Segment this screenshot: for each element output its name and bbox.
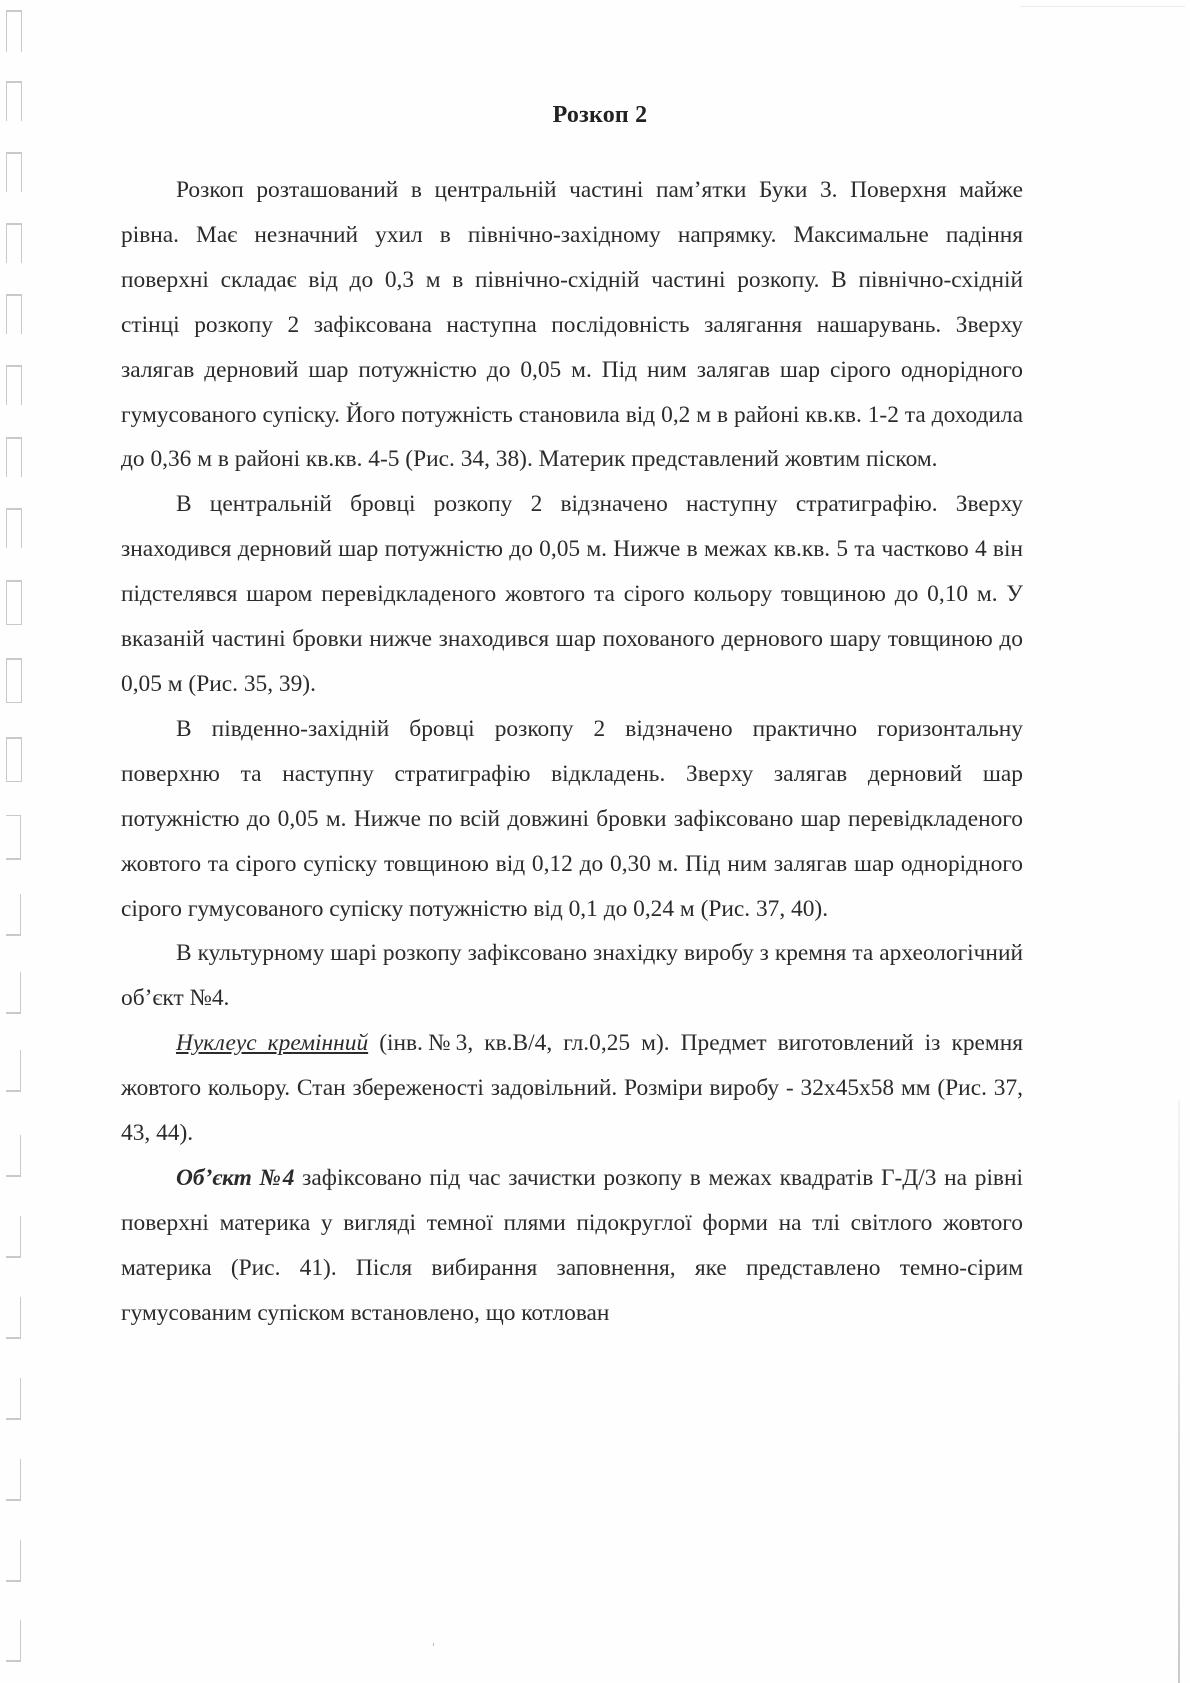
binding-mark <box>6 1620 21 1662</box>
binding-mark <box>6 1297 21 1339</box>
binding-mark <box>6 894 21 936</box>
paragraph-4: В культурному шарі розкопу зафіксовано знахідку виробу з кремня та археологічний об’єкт №4. <box>121 940 1023 1012</box>
scan-speck <box>433 1643 434 1646</box>
binding-mark <box>6 365 22 405</box>
paragraph-2: В центральній бровці розкопу 2 відзначено наступну стратиграфію. Зверху знаходився дерновий шар потужністю до 0,05 м. Нижче в межах кв.кв. 5 та частково 4 він підстелявся шаром перевідкладеного жовтого та сірого кольору товщиною до 0,10 м. У вказаній частині бровки нижче знаходився шар похованого дернового шару товщиною до 0,05 м (Рис. 35, 39). <box>121 491 1023 697</box>
binding-mark <box>6 294 22 334</box>
binding-mark <box>6 737 22 782</box>
find-name: Нуклеус кремінний <box>176 1030 369 1057</box>
binding-mark <box>6 1216 21 1258</box>
binding-mark <box>6 658 22 703</box>
object-name: Об’єкт №4 <box>176 1164 295 1191</box>
binding-mark <box>6 1459 21 1501</box>
body-text <box>121 168 1023 1336</box>
binding-mark <box>6 1050 21 1092</box>
binding-mark <box>6 815 21 860</box>
page-title: Розкоп 2 <box>552 102 648 129</box>
paragraph-5 <box>121 1021 1023 1156</box>
binding-mark <box>6 508 22 548</box>
binding-mark <box>6 1378 21 1420</box>
scan-edge-right <box>1178 1100 1180 1683</box>
scan-edge-top <box>1020 6 1185 7</box>
binding-mark <box>6 972 21 1014</box>
paragraph-6 <box>121 1156 1023 1336</box>
binding-mark <box>6 437 22 477</box>
paragraph-3: В південно-західній бровці розкопу 2 відзначено практично горизонтальну поверхню та наступну стратиграфію відкладень. Зверху залягав дерновий шар потужністю до 0,05 м. Нижче по всій довжині бровки зафіксовано шар перевідкладеного жовтого та сірого супіску товщиною від 0,12 до 0,30 м. Під ним залягав шар однорідного сірого гумусованого супіску потужністю від 0,1 до 0,24 м (Рис. 37, 40). <box>121 715 1023 922</box>
binding-mark <box>6 152 22 192</box>
binding-mark <box>6 1540 21 1582</box>
binding-mark <box>6 1135 21 1177</box>
find-description: (інв.№3, кв.В/4, гл.0,25 м). Предмет виготовлений із кремня жовтого кольору. Стан збереженості задовільний. Розміри виробу - 32х45х58 мм (Рис. 37, 43, 44). <box>121 1030 1023 1147</box>
binding-mark <box>6 580 22 625</box>
binding-mark <box>6 223 22 263</box>
object-description: зафіксовано під час зачистки розкопу в межах квадратів Г-Д/3 на рівні поверхні материка у вигляді темної плями підокруглої форми на тлі світлого жовтого материка (Рис. 41). Після вибирання заповнення, яке представлено темно-сірим гумусованим супіском встановлено, що котлован <box>121 1164 1023 1326</box>
binding-mark <box>6 10 22 52</box>
paragraph-1: Розкоп розташований в центральній частині пам’ятки Буки 3. Поверхня майже рівна. Має незначний ухил в північно-західному напрямку. Максимальне падіння поверхні складає від до 0,3 м в північно-східній частині розкопу. В північно-східній стінці розкопу 2 зафіксована наступна послідовність залягання нашарувань. Зверху залягав дерновий шар потужністю до 0,05 м. Під ним залягав шар сірого однорідного гумусованого супіску. Його потужність становила від 0,2 м в районі кв.кв. 1-2 та доходила до 0,36 м в районі кв.кв. 4-5 (Рис. 34, 38). Материк представлений жовтим піском. <box>121 177 1023 473</box>
